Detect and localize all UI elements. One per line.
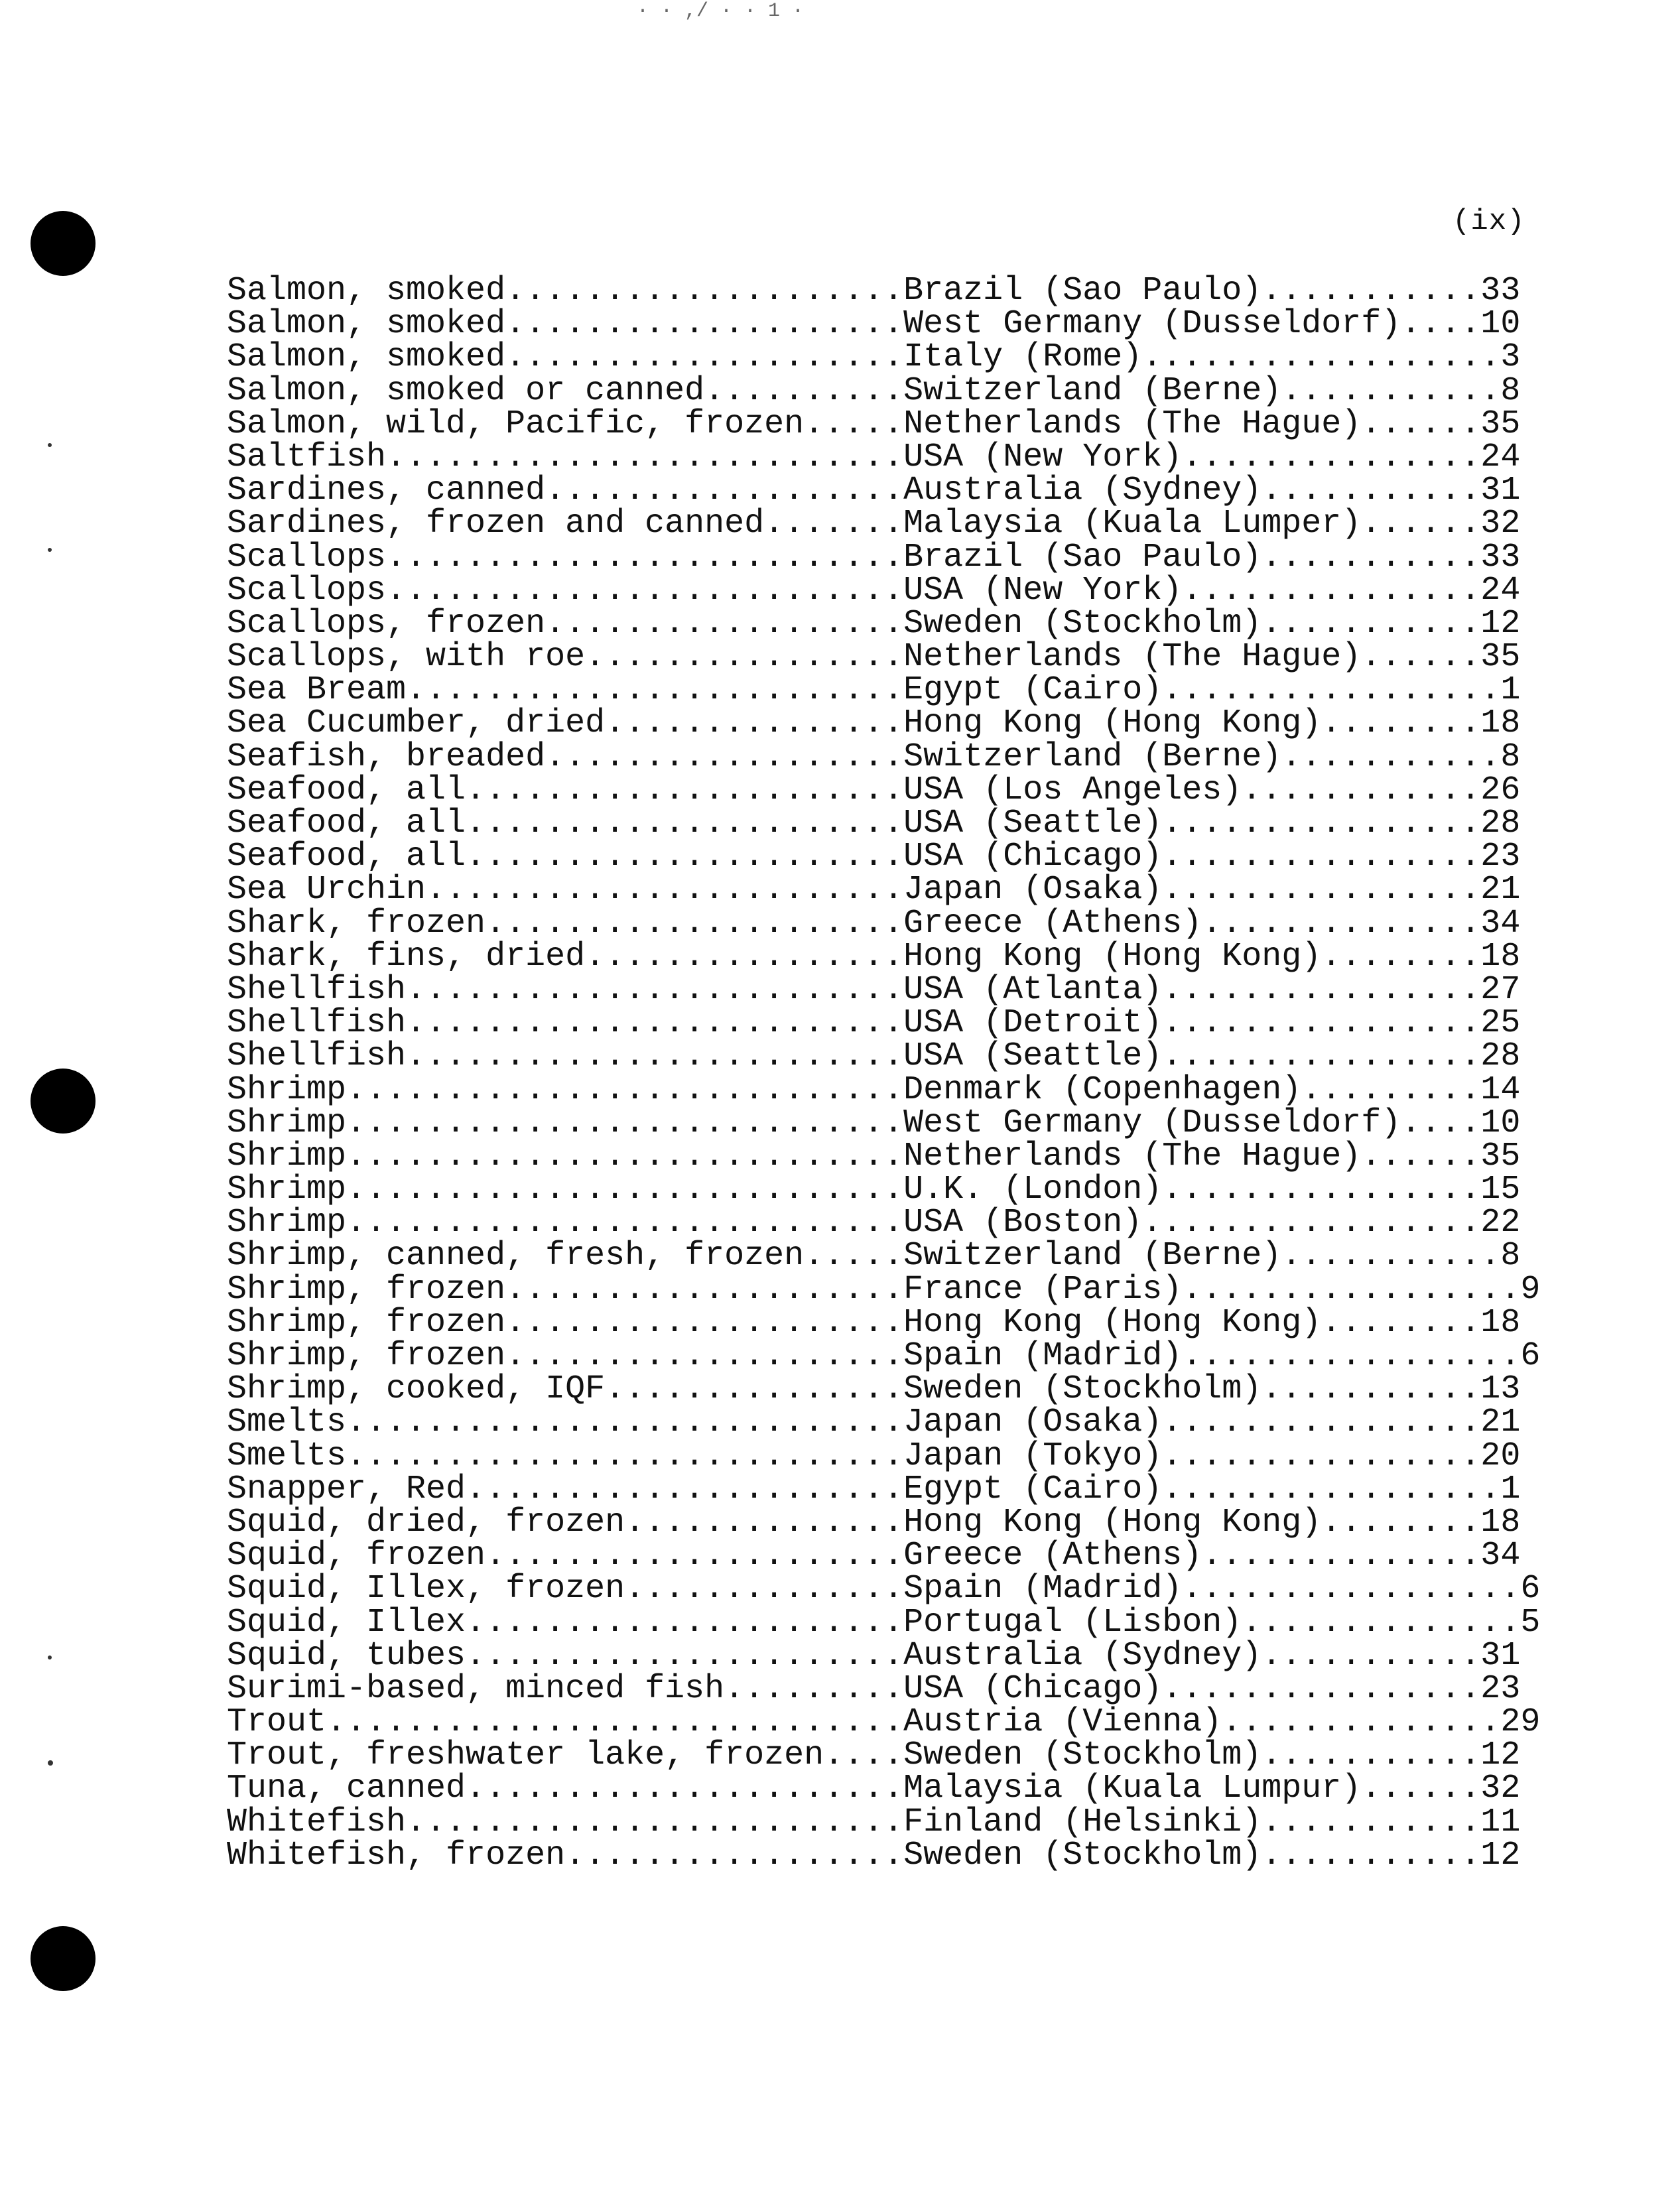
index-row — [227, 738, 1521, 776]
index-entry: Scallops..........................Brazil (Sao Paulo)...........33 — [227, 538, 1521, 576]
index-entry: Sardines, canned..................Australia (Sydney)...........31 — [227, 472, 1521, 510]
index-row — [227, 1206, 1520, 1240]
header-scan-fragment: · · ,/ · · 1 · — [637, 0, 805, 23]
index-row — [227, 371, 1521, 410]
index-entry: Sea Urchin........................Japan (Osaka)................21 — [227, 871, 1521, 909]
index-row — [227, 1803, 1521, 1841]
index-row — [227, 1437, 1521, 1475]
index-entry: Shellfish.........................USA (Detroit)................25 — [227, 1004, 1521, 1043]
index-entry: Shellfish.........................USA (Atlanta)................27 — [227, 970, 1521, 1009]
index-entry: Shrimp, cooked, IQF...............Sweden (Stockholm)...........13 — [227, 1370, 1521, 1409]
index-row — [227, 604, 1521, 643]
index-row — [227, 937, 1521, 976]
index-entry: Sea Cucumber, dried...............Hong Kong (Hong Kong)........18 — [227, 704, 1521, 743]
index-entry: Seafood, all......................USA (Seattle)................28 — [227, 805, 1521, 842]
index-entry: Shrimp............................U.K. (London)................15 — [227, 1171, 1521, 1209]
index-row — [227, 272, 1521, 310]
index-row — [227, 1570, 1541, 1608]
index-entry: Scallops..........................USA (New York)...............24 — [227, 571, 1521, 610]
index-entry: Whitefish, frozen.................Sweden (Stockholm)...........12 — [227, 1836, 1521, 1874]
index-row — [227, 1770, 1521, 1808]
index-row — [227, 1470, 1521, 1508]
index-entry: Shark, fins, dried................Hong Kong (Hong Kong)........18 — [227, 937, 1521, 976]
index-entry: Squid, Illex, frozen..............Spain (Madrid).................6 — [227, 1570, 1541, 1608]
page-number: (ix) — [1453, 205, 1525, 238]
index-row — [227, 1004, 1521, 1043]
index-entry: Salmon, wild, Pacific, frozen.....Netherlands (The Hague)......35 — [227, 405, 1521, 443]
index-row — [227, 507, 1520, 541]
index-entry: Salmon, smoked....................West Germany (Dusseldorf)....10 — [227, 305, 1521, 344]
index-entry: Squid, dried, frozen..............Hong Kong (Hong Kong)........18 — [227, 1503, 1521, 1541]
index-entry: Smelts............................Japan (Osaka)................21 — [227, 1403, 1521, 1442]
index-row — [227, 1337, 1541, 1375]
index-row — [227, 1603, 1541, 1642]
index-row — [227, 1703, 1541, 1742]
index-entry: Smelts............................Japan (Tokyo)................20 — [227, 1437, 1521, 1475]
index-row — [227, 871, 1521, 909]
index-row — [227, 1503, 1521, 1541]
index-entry: Sea Bream.........................Egypt (Cairo).................1 — [227, 671, 1521, 710]
index-entry: Shark, frozen.....................Greece (Athens)..............34 — [227, 904, 1521, 942]
index-entry: Shrimp............................USA (Boston).................22 — [227, 1204, 1521, 1242]
index-entry: Saltfish..........................USA (New York)...............24 — [227, 438, 1521, 476]
index-row — [227, 1171, 1521, 1209]
index-row — [227, 1303, 1521, 1342]
scan-speck — [48, 1656, 52, 1659]
index-row — [227, 1037, 1521, 1076]
punch-hole-top — [31, 211, 96, 276]
index-entry: Trout.............................Austria (Vienna)..............29 — [227, 1703, 1541, 1742]
index-row — [227, 807, 1520, 840]
index-entry: Squid, Illex......................Portugal (Lisbon)..............5 — [227, 1603, 1541, 1642]
index-row — [227, 405, 1521, 443]
index-entry: Shrimp, frozen....................Spain (Madrid).................6 — [227, 1337, 1541, 1375]
index-entry: Squid, frozen.....................Greece (Athens)..............34 — [227, 1537, 1521, 1575]
index-row — [227, 438, 1521, 476]
index-row — [227, 970, 1521, 1009]
index-entry: Tuna, canned......................Malaysia (Kuala Lumpur)......32 — [227, 1770, 1521, 1808]
index-entry: Salmon, smoked or canned..........Switzerland (Berne)...........8 — [227, 371, 1521, 410]
index-row — [227, 638, 1521, 677]
index-row — [227, 1370, 1521, 1409]
punch-hole-middle — [31, 1069, 96, 1134]
index-row — [227, 904, 1521, 942]
index-row — [227, 771, 1521, 809]
index-row — [227, 1539, 1520, 1573]
index-row — [227, 1736, 1521, 1775]
index-row — [227, 1071, 1521, 1109]
index-row — [227, 1669, 1521, 1708]
index-entry: Shrimp, frozen....................France (Paris).................9 — [227, 1270, 1541, 1309]
index-row — [227, 472, 1521, 510]
index-row — [227, 571, 1521, 610]
index-entry: Salmon, smoked....................Italy (Rome)..................3 — [227, 338, 1521, 377]
index-row — [227, 704, 1521, 743]
index-row — [227, 840, 1520, 874]
scan-speck — [48, 443, 52, 447]
index-entry: Snapper, Red......................Egypt (Cairo).................1 — [227, 1470, 1521, 1508]
scan-speck — [48, 1760, 53, 1766]
index-entry: Trout, freshwater lake, frozen....Sweden (Stockholm)...........12 — [227, 1736, 1521, 1775]
index-entry: Seafood, all......................USA (Chicago)................23 — [227, 838, 1521, 876]
index-row — [227, 1104, 1521, 1142]
index-entry: Scallops, frozen..................Sweden (Stockholm)...........12 — [227, 604, 1521, 643]
punch-hole-bottom — [31, 1926, 96, 1991]
index-list — [227, 272, 1541, 1874]
index-entry: Shrimp............................Netherlands (The Hague)......35 — [227, 1137, 1521, 1175]
index-row — [227, 671, 1521, 710]
index-row — [227, 1836, 1521, 1874]
index-row — [227, 538, 1521, 576]
index-entry: Shrimp, frozen....................Hong Kong (Hong Kong)........18 — [227, 1303, 1521, 1342]
index-row — [227, 338, 1521, 377]
index-entry: Shrimp............................Denmark (Copenhagen).........14 — [227, 1071, 1521, 1109]
index-entry: Seafish, breaded..................Switzerland (Berne)...........8 — [227, 738, 1521, 776]
index-entry: Squid, tubes......................Australia (Sydney)...........31 — [227, 1636, 1521, 1675]
index-row — [227, 1137, 1521, 1175]
index-row — [227, 1237, 1521, 1275]
index-entry: Shrimp, canned, fresh, frozen.....Switzerland (Berne)...........8 — [227, 1237, 1521, 1275]
index-entry: Salmon, smoked....................Brazil (Sao Paulo)...........33 — [227, 272, 1521, 310]
index-entry: Whitefish.........................Finland (Helsinki)...........11 — [227, 1803, 1521, 1841]
index-row — [227, 305, 1521, 344]
scan-speck — [48, 548, 52, 552]
index-row — [227, 1270, 1541, 1309]
index-entry: Shrimp............................West Germany (Dusseldorf)....10 — [227, 1104, 1521, 1142]
index-entry: Sardines, frozen and canned.......Malaysia (Kuala Lumper)......32 — [227, 505, 1521, 543]
index-row — [227, 1636, 1521, 1675]
index-entry: Surimi-based, minced fish.........USA (Chicago)................23 — [227, 1669, 1521, 1708]
index-entry: Seafood, all......................USA (Los Angeles)............26 — [227, 771, 1521, 809]
index-entry: Shellfish.........................USA (Seattle)................28 — [227, 1037, 1521, 1076]
index-entry: Scallops, with roe................Netherlands (The Hague)......35 — [227, 638, 1521, 677]
index-row — [227, 1403, 1521, 1442]
